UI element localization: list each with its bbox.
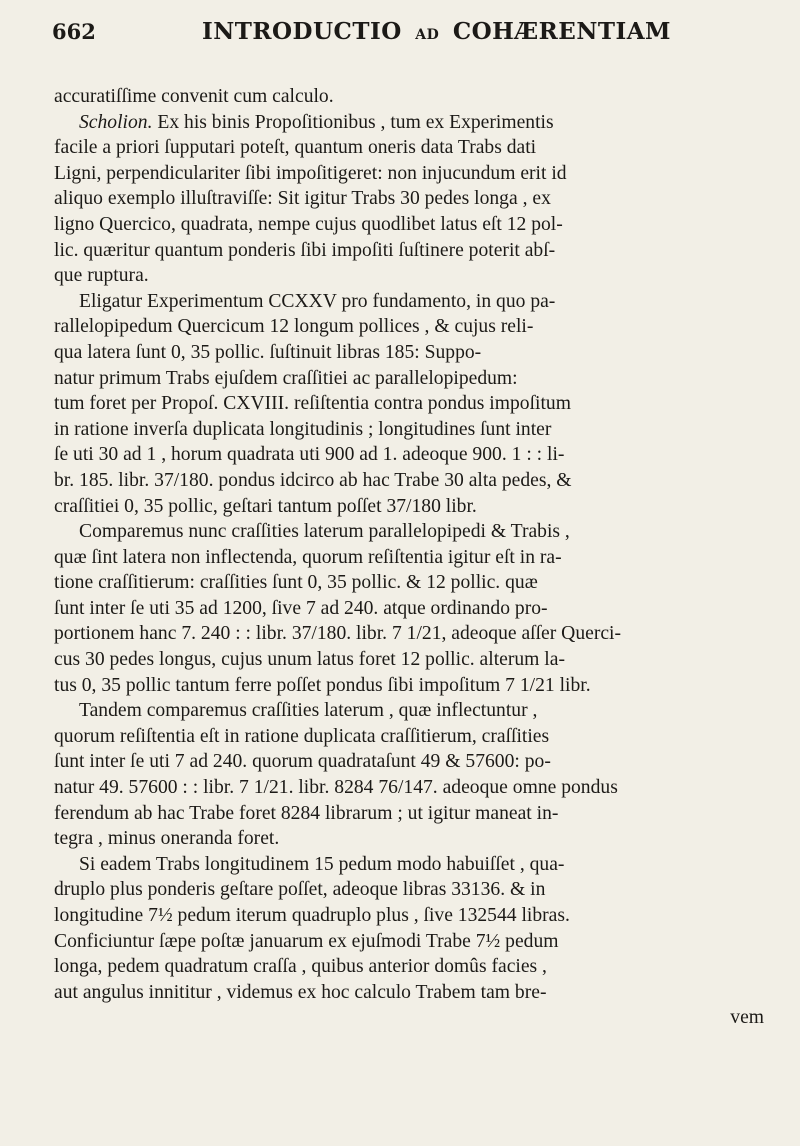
text-line: longa, pedem quadratum craſſa , quibus anterior domûs facies , [54,956,547,978]
text-line [54,110,772,136]
text-line: Ligni, perpendiculariter ſibi impoſitigeret: non injucundum erit id [54,162,567,184]
running-head [202,18,671,45]
text-line: ſe uti 30 ad 1 , horum quadrata uti 900 ad 1. adeoque 900. 1 : : li- [54,444,565,466]
text-line: Conficiuntur ſæpe poſtæ januarum ex ejuſmodi Trabe 7½ pedum [54,930,559,952]
running-head-part2: COHÆRENTIAM [452,17,672,45]
text-line: accuratiſſime convenit cum calculo. [54,86,334,107]
text-line: Si eadem Trabs longitudinem 15 pedum modo habuiſſet , qua- [79,853,565,875]
running-head-ad: AD [415,26,440,43]
text-line: facile a priori ſupputari poteſt, quantum oneris data Trabs dati [54,137,537,159]
text-line: quæ ſint latera non inflectenda, quorum reſiſtentia igitur eſt in ra- [54,546,562,568]
text-line: br. 185. libr. 37/180. pondus idcirco ab hac Trabe 30 alta pedes, & [54,469,572,491]
text-line: portionem hanc 7. 240 : : libr. 37/180. libr. 7 1/21, adeoque aſſer Querci- [54,623,622,645]
text-line: druplo plus ponderis geſtare poſſet, adeoque libras 33136. & in [54,879,546,901]
text-line: craſſitiei 0, 35 pollic, geſtari tantum poſſet 37/180 libr. [54,495,477,517]
text-line: Eligatur Experimentum CCXXV pro fundamento, in quo pa- [79,290,556,312]
text-line: Tandem comparemus craſſities laterum , quæ inflectuntur , [79,700,538,722]
text-line: cus 30 pedes longus, cujus unum latus foret 12 pollic. alterum la- [54,649,565,671]
text-line: rallelopipedum Quercicum 12 longum pollices , & cujus reli- [54,316,534,338]
text-line: in ratione inverſa duplicata longitudinis ; longitudines ſunt inter [54,418,552,440]
text-line: longitudine 7½ pedum iterum quadruplo plus , ſive 132544 libras. [54,905,570,926]
text-line: natur primum Trabs ejuſdem craſſitiei ac parallelopipedum: [54,367,518,389]
text-line-body: Ex his binis Propoſitionibus , tum ex Experimentis [157,111,554,133]
text-line: ſunt inter ſe uti 7 ad 240. quorum quadrataſunt 49 & 57600: po- [54,751,551,773]
text-line: ſunt inter ſe uti 35 ad 1200, ſive 7 ad 240. atque ordinando pro- [54,597,548,619]
catchword: vem [730,1007,764,1029]
text-line: qua latera ſunt 0, 35 pollic. ſuſtinuit libras 185: Suppo- [54,341,482,363]
text-line: que ruptura. [54,265,149,287]
text-line: natur 49. 57600 : : libr. 7 1/21. libr. 8284 76/147. adeoque omne pondus [54,777,618,799]
text-line: tum foret per Propoſ. CXVIII. reſiſtentia contra pondus impoſitum [54,393,571,415]
text-line: quorum reſiſtentia eſt in ratione duplicata craſſitierum, craſſities [54,725,550,747]
text-line: lic. quæritur quantum ponderis ſibi impoſiti ſuſtinere poterit abſ- [54,239,556,261]
page-header [52,6,760,56]
page-number: 662 [52,18,96,44]
scholion-label: Scholion. [79,111,153,133]
text-line: tus 0, 35 pollic tantum ferre poſſet pondus ſibi impoſitum 7 1/21 libr. [54,674,591,696]
text-line: tegra , minus oneranda foret. [54,828,280,850]
running-head-part1: INTRODUCTIO [202,17,402,45]
text-line: ferendum ab hac Trabe foret 8284 librarum ; ut igitur maneat in- [54,802,559,824]
text-line: tione craſſitierum: craſſities ſunt 0, 35 pollic. & 12 pollic. quæ [54,572,538,594]
text-line: aut angulus innititur , videmus ex hoc calculo Trabem tam bre- [54,981,547,1003]
text-line: ligno Quercico, quadrata, nempe cujus quodlibet latus eſt 12 pol- [54,213,563,235]
text-line: aliquo exemplo illuſtraviſſe: Sit igitur Trabs 30 pedes longa , ex [54,188,551,210]
body-text [54,84,772,1031]
text-line: Comparemus nunc craſſities laterum parallelopipedi & Trabis , [79,521,570,543]
